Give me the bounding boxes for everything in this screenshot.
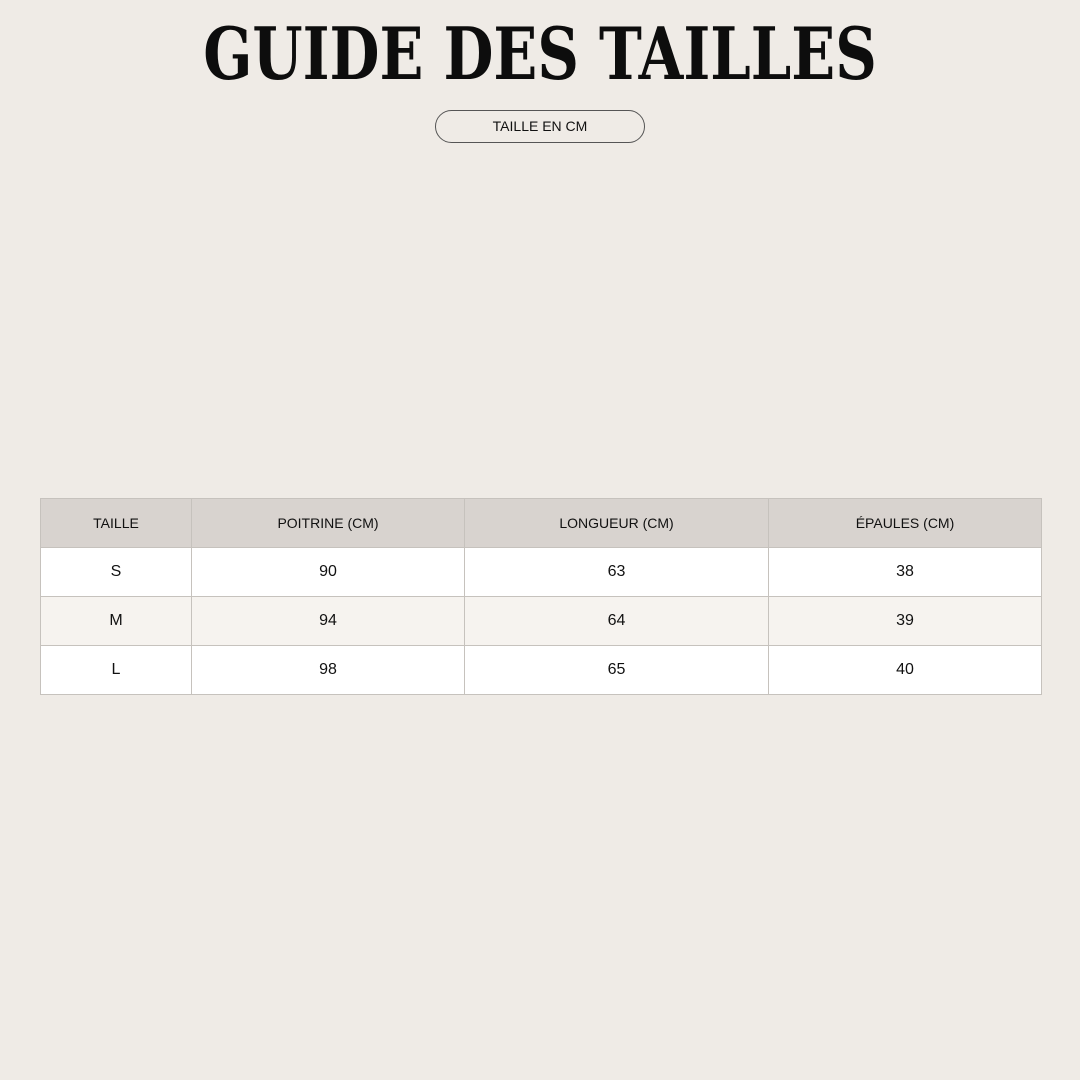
cell-length: 65 — [465, 646, 769, 695]
header-chest: POITRINE (CM) — [192, 499, 465, 548]
header-size: TAILLE — [41, 499, 192, 548]
table-row — [41, 597, 1042, 646]
cell-length: 64 — [465, 597, 769, 646]
cell-chest: 94 — [192, 597, 465, 646]
cell-size: L — [41, 646, 192, 695]
header-shoulders: ÉPAULES (CM) — [769, 499, 1042, 548]
cell-chest: 90 — [192, 548, 465, 597]
cell-length: 63 — [465, 548, 769, 597]
table-row — [41, 548, 1042, 597]
size-table — [40, 498, 1042, 695]
table-header-row — [41, 499, 1042, 548]
cell-shoulders: 40 — [769, 646, 1042, 695]
cell-shoulders: 39 — [769, 597, 1042, 646]
cell-chest: 98 — [192, 646, 465, 695]
cell-size: S — [41, 548, 192, 597]
header-length: LONGUEUR (CM) — [465, 499, 769, 548]
cell-shoulders: 38 — [769, 548, 1042, 597]
page-title: GUIDE DES TAILLES — [203, 11, 877, 96]
cell-size: M — [41, 597, 192, 646]
table-row — [41, 646, 1042, 695]
unit-badge: TAILLE EN CM — [435, 110, 645, 143]
